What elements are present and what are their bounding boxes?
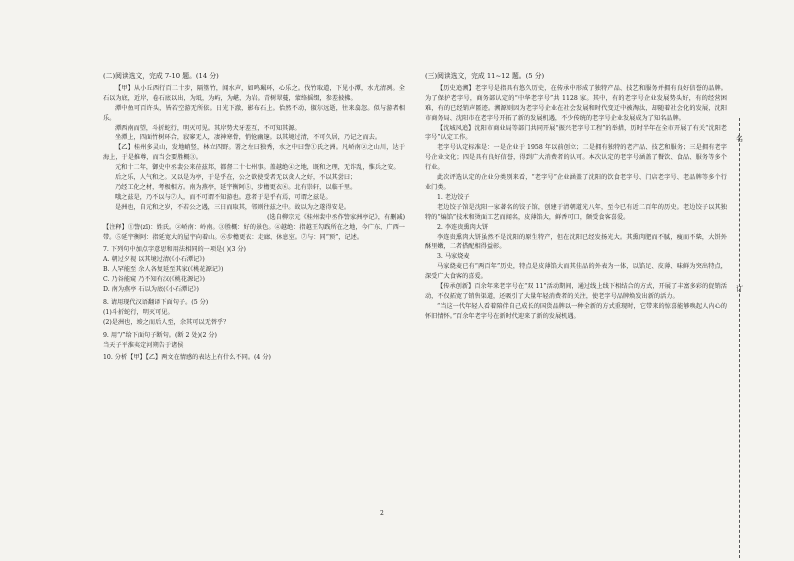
passage-jia-paragraph: 潭中鱼可百许头，皆若空游无所依。日光下澈，影布石上。佁然不动，俶尔远逝，往来翕忽。似与游者相乐。 xyxy=(103,104,405,122)
question-7-option: D. 南为燕亭 石以为底(《小石潭记》) xyxy=(103,286,199,294)
passage-jia-paragraph: 坐潭上，四面竹树环合，寂寥无人，凄神寒骨，悄怆幽邃。以其境过清，不可久居，乃记之而去。 xyxy=(115,134,382,142)
passage-yi-paragraph: 哦之兹是，乃不以与⑦人，而不可谓不知游也。意者于是乎有焉，可谓之兹是。 xyxy=(115,193,332,201)
article-paragraph: 马家烧麦已有“两百年”历史，特点是皮薄馅大而其佳品的外表为一体，以馅足、皮薄、味鲜为突出特点，深受广大食客的喜爱。 xyxy=(425,263,727,281)
passage-yi-paragraph: 是洲也，自元和之岁，不若公之遇，三日而取其，邻则往兹之中。故以为之遂得安是。 xyxy=(115,203,351,211)
right-section-title: (三)阅读选文，完成 11~12 题。(5 分) xyxy=(425,72,545,80)
question-8: 8. 请用现代汉语翻译下面句子。(5 分) xyxy=(103,298,209,306)
article-paragraph: 老边饺子馆是沈阳一家著名的饺子馆，创建于清朝道光八年，至今已有近二百年的历史。老边饺子以其独特的“煸馅”技术和烫面工艺而闻名，皮薄馅大，鲜香可口，颇受食客喜爱。 xyxy=(425,203,727,221)
binding-line xyxy=(739,118,741,558)
question-9: 9. 用“/”给下面句子断句。(断 2 处)(2 分) xyxy=(103,331,217,339)
question-9-text: 当天子平淮夷定河朔告于诸侯 xyxy=(103,341,184,349)
passage-yi-paragraph: 元和十二年，御史中丞裴公来莅兹邦，都督二十七州事。盖越绝④之地，既和之理，无诈乱，惟兵之安。 xyxy=(115,164,400,172)
question-7-option: A. 朝过夕视 以其境过清(《小石潭记》) xyxy=(103,256,205,264)
article-paragraph: 老字号认定标准是：一是企业于 1958 年以前创立；二是拥有独特的老产品、技艺和服务；三是拥有老字号企业文化；四是具有良好信誉，得到广大消费者的认可。本次认定的老字号涵盖了餐饮、食品、服务等多个行业。 xyxy=(425,144,727,172)
article-paragraph: 【沈城风追】沈阳市商业局等部门共同开展“振兴老字号工程”的举措，历时半年在全市开展了有关“沈阳老字号”认定工作。 xyxy=(425,124,727,142)
binding-mark: 名 xyxy=(736,135,743,143)
question-10: 10. 分析【甲】【乙】两文在情感的表达上有什么不同。(4 分) xyxy=(103,354,271,362)
question-8-sentence: (2)是洲也，竣之而后人至，余其可以无替乎？ xyxy=(103,318,230,326)
passage-yi-paragraph: 后之乐，人气和之。又以是为亭，于是乎在，公之欲使受者无以贪人之好，不以其尝曰； xyxy=(115,174,357,182)
article-paragraph: 李连贵熏肉大饼虽然不是沈阳的原生特产，但在沈阳已经发扬光大。其熏肉肥而不腻，瘦而不柴，大饼外酥里嫩，二者搭配相得益彰。 xyxy=(425,233,727,251)
left-section-title: (二)阅读选文，完成 7-10 题。(14 分) xyxy=(103,72,219,80)
question-8-sentence: (1)斗折蛇行，明灭可见。 xyxy=(103,308,174,316)
article-paragraph: 【历史追溯】老字号是指具有悠久历史，在传承中形成了独特产品、技艺和服务并拥有良好信誉的品牌。为了保护老字号，商务部认定的“中华老字号”共 1128 家。其中，有的老字号企业发展势头好，有的经营困难，有的已经销声匿迹。溯源则因为老字号企业在社会发展和时代变迁中被淘汰，却随着社会化的发展，沈阳市商务局、沈阳市在老字号开拓了新的发展机遇，不少传统的老字号企业发展成为了知名品牌。 xyxy=(425,84,727,122)
passage-jia-paragraph: 【甲】从小丘西行百二十步，隔篁竹，闻水声，如鸣珮环，心乐之。伐竹取道，下见小潭，水尤清冽。全石以为底，近岸，卷石底以出，为坻，为屿，为嵁，为岩。青树翠蔓，蒙络摇缀，参差披拂。 xyxy=(103,84,405,102)
right-column xyxy=(425,72,727,322)
annotation-notes: 【注释】①訾(zī)：姓氏。②峤南：岭南。③胜概：好的景色。④越绝：指越王勾践所在之地，今广东、广西一带。⑤延宇衡阿：指延宽大的屋宇向着山。⑥步檐更衣：走廊、休息室。⑦与：同“预”，记述。 xyxy=(103,223,405,241)
article-paragraph: 【传承创新】百余年来老字号在“双 11”活动期间，通过线上线下相结合的方式，开展了丰富多彩的促销活动，不仅拓宽了销售渠道，还吸引了大量年轻消费者的关注，使老字号品牌焕发出新的活力。 xyxy=(425,283,727,300)
passage-yi-paragraph: 乃经工化之材，考极相方。南为燕亭，延宇衡阿⑤，步檐更衣⑥。北有崇轩，以临千里。 xyxy=(115,183,357,191)
item-title: 3. 马家烧麦 xyxy=(437,253,470,261)
binding-mark: 订 xyxy=(736,285,743,293)
question-7: 7. 下列句中加点字意思和用法相同的一项是( )(3 分) xyxy=(103,246,246,254)
item-title: 1. 老边饺子 xyxy=(437,193,470,201)
question-7-option: B. 人罕能至 余人各复延至其家(《桃花源记》) xyxy=(103,266,224,274)
passage-yi-paragraph: 【乙】桂州多灵山，发地峭竖，林立四野。署之左曰独秀，水之中曰訾①氏之洲。凡峤南②之山川，达于海上，于是推尊，而当会要胜概③。 xyxy=(103,144,405,162)
page-number: 2 xyxy=(380,510,384,517)
item-title: 2. 李连贵熏肉大饼 xyxy=(437,223,489,231)
passage-jia-paragraph: 潭西南而望，斗折蛇行，明灭可见。其岸势犬牙差互，不可知其源。 xyxy=(115,124,301,132)
left-column xyxy=(103,72,405,363)
article-paragraph: “当这一代年轻人看着陪伴自己成长的国货品牌以一种全新的方式重现时，它带来的惊喜能够唤起人内心的怀旧情怀。”百余年老字号在新时代迎来了新的发展机遇。 xyxy=(425,302,727,320)
article-paragraph: 此次评选认定的企业分类别来看，“老字号”企业涵盖了沈阳的饮食老字号、门店老字号、老品牌等多个行业门类。 xyxy=(425,174,727,191)
question-7-option: C. 乃谷能窥 乃不知有汉(《桃花源记》) xyxy=(103,276,205,284)
passage-source: (选自柳宗元《桂州裴中丞作訾家洲亭记》，有删减) xyxy=(267,213,405,221)
